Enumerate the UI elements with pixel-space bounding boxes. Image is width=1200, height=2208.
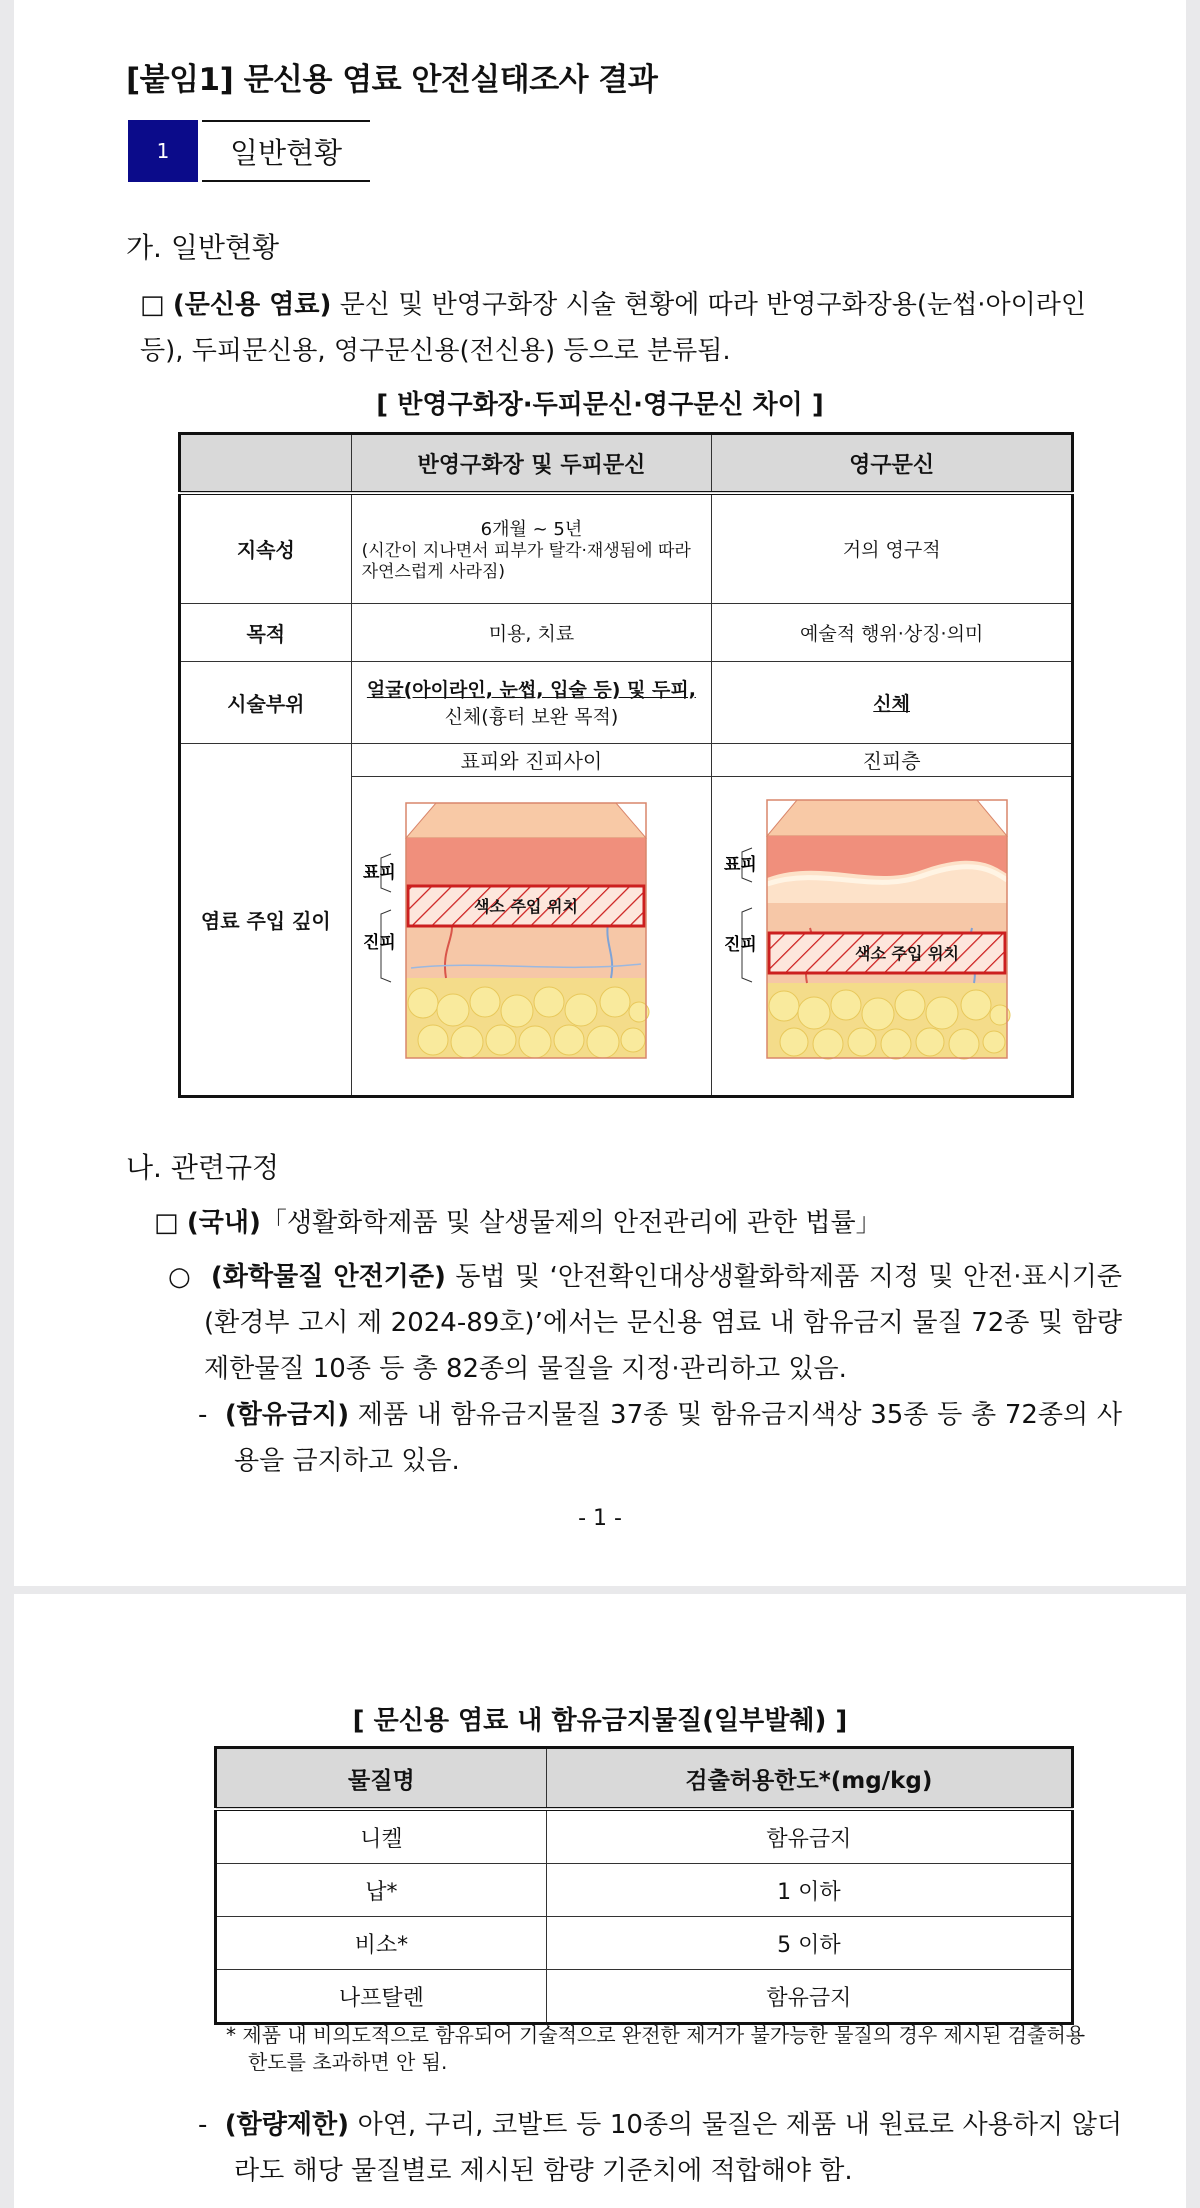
subheading-general: 가. 일반현황 (126, 231, 280, 264)
checkbox-bullet: □ (154, 1208, 179, 1238)
site-main: 얼굴(아이라인, 눈썹, 입술 등) 및 두피, (366, 679, 696, 701)
paragraph-text: 동법 및 ‘안전확인대상생활화학제품 지정 및 안전·표시기준(환경부 고시 제 2024-89호)’에서는 문신용 염료 내 함유금지 물질 72종 및 함량제한물질 10종 등 총 82종의 물질을 지정·관리하고 있음. (204, 1262, 1123, 1384)
cell-duration-permanent: 거의 영구적 (712, 493, 1073, 603)
document-page-2 (14, 1594, 1186, 2208)
table-footnote: * 제품 내 비의도적으로 함유되어 기술적으로 완전한 제거가 불가능한 물질의 경우 제시된 검출허용한도를 초과하면 안 됨. (226, 2023, 1086, 2074)
label-epidermis: 표피 (723, 855, 757, 875)
paragraph-lead: (화학물질 안전기준) (210, 1262, 446, 1292)
subheading-regulations: 나. 관련규정 (126, 1151, 280, 1184)
skin-layer-illustration (361, 778, 701, 1088)
table-row (216, 1970, 1073, 2024)
cell-site-semi (351, 661, 712, 743)
table-row (180, 661, 1073, 743)
cell-limit: 5 이하 (546, 1917, 1072, 1970)
paragraph-text: 문신 및 반영구화장 시술 현황에 따라 반영구화장용(눈썹·아이라인 등), 두피문신용, 영구문신용(전신용) 등으로 분류됨. (140, 290, 1086, 366)
document-title: [붙임1] 문신용 염료 안전실태조사 결과 (126, 62, 658, 98)
paragraph-prohibited (198, 1392, 1122, 1484)
prohibited-substances-table (214, 1746, 1074, 2025)
table-row (216, 1809, 1073, 1864)
cell-purpose-semi: 미용, 치료 (351, 603, 712, 661)
paragraph-text: 「생활화학제품 및 살생물제의 안전관리에 관한 법률」 (260, 1208, 882, 1238)
duration-note: (시간이 지나면서 피부가 탈각·재생됨에 따라 자연스럽게 사라짐) (361, 540, 691, 582)
paragraph-lead: (함유금지) (224, 1400, 350, 1430)
cell-substance: 비소* (216, 1917, 547, 1970)
cell-depth-permanent: 진피층 (712, 743, 1073, 776)
site-body: 신체 (873, 692, 910, 715)
cell-limit: 함유금지 (546, 1809, 1072, 1864)
table-header-semi-permanent: 반영구화장 및 두피문신 (351, 434, 712, 494)
cell-purpose-permanent: 예술적 행위·상징·의미 (712, 603, 1073, 661)
table-row (180, 603, 1073, 661)
cell-limit: 1 이하 (546, 1864, 1072, 1917)
table1-caption: [ 반영구화장·두피문신·영구문신 차이 ] (376, 390, 824, 420)
cell-duration-semi (351, 493, 712, 603)
table-header-empty (180, 434, 352, 494)
section-title: 일반현황 (202, 120, 370, 182)
paragraph-lead: (국내) (186, 1208, 261, 1238)
paragraph-dye-classification (140, 282, 1086, 374)
row-label-purpose: 목적 (180, 603, 352, 661)
cell-limit: 함유금지 (546, 1970, 1072, 2024)
document-page-1 (14, 0, 1186, 1586)
paragraph-text: 제품 내 함유금지물질 37종 및 함유금지색상 35종 등 총 72종의 사용을 금지하고 있음. (234, 1400, 1122, 1476)
skin-diagram-semi (351, 776, 712, 1096)
skin-diagram-permanent (712, 776, 1073, 1096)
cell-depth-semi: 표피와 진피사이 (351, 743, 712, 776)
duration-range: 6개월 ~ 5년 (480, 518, 583, 540)
cell-substance: 니켈 (216, 1809, 547, 1864)
table-row (180, 493, 1073, 603)
paragraph-content-limit (198, 2102, 1122, 2194)
dash-bullet: - (198, 1400, 208, 1430)
label-epidermis: 표피 (363, 863, 397, 883)
comparison-table (178, 432, 1074, 1098)
label-dermis: 진피 (723, 935, 757, 955)
table-row (180, 743, 1073, 776)
section-number-badge: 1 (128, 120, 198, 182)
row-label-depth: 염료 주입 깊이 (180, 743, 352, 1096)
cell-substance: 나프탈렌 (216, 1970, 547, 2024)
cell-site-permanent (712, 661, 1073, 743)
site-sub: 신체(흉터 보완 목적) (444, 706, 619, 728)
row-label-site: 시술부위 (180, 661, 352, 743)
table-row (216, 1864, 1073, 1917)
paragraph-lead: (함량제한) (224, 2110, 349, 2140)
paragraph-domestic-law (154, 1200, 1084, 1246)
checkbox-bullet: □ (140, 290, 165, 320)
label-inject-position: 색소 주입 위치 (854, 944, 959, 963)
dash-bullet: - (198, 2110, 208, 2140)
table-header-permanent: 영구문신 (712, 434, 1073, 494)
paragraph-text: 아연, 구리, 코발트 등 10종의 물질은 제품 내 원료로 사용하지 않더라도 해당 물질별로 제시된 함량 기준치에 적합해야 함. (234, 2110, 1122, 2186)
label-dermis: 진피 (363, 933, 397, 953)
table-header-substance: 물질명 (216, 1748, 547, 1810)
row-label-duration: 지속성 (180, 493, 352, 603)
table-header-limit: 검출허용한도*(mg/kg) (546, 1748, 1072, 1810)
cell-substance: 납* (216, 1864, 547, 1917)
table2-caption: [ 문신용 염료 내 함유금지물질(일부발췌) ] (352, 1706, 848, 1736)
page-number: - 1 - (578, 1506, 622, 1531)
circle-bullet: ○ (168, 1262, 192, 1292)
skin-layer-illustration (722, 778, 1062, 1088)
paragraph-lead: (문신용 염료) (172, 290, 332, 320)
label-inject-position: 색소 주입 위치 (474, 897, 579, 916)
paragraph-chemical-standard (168, 1254, 1122, 1392)
table-row (216, 1917, 1073, 1970)
